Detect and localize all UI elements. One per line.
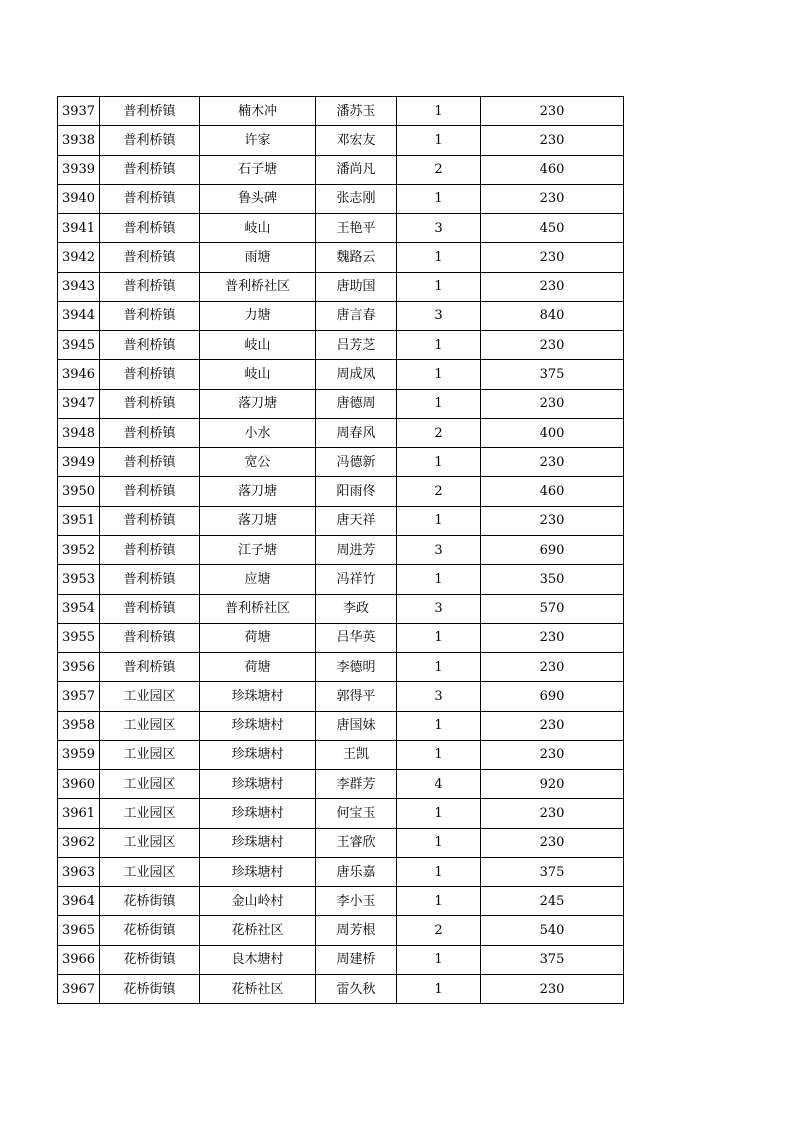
name-cell: 魏路云 (316, 243, 397, 272)
name-cell: 张志刚 (316, 184, 397, 213)
township-cell: 工业园区 (100, 799, 200, 828)
count-cell: 1 (397, 711, 481, 740)
village-cell: 珍珠塘村 (200, 682, 316, 711)
table-row (58, 184, 624, 213)
township-cell: 普利桥镇 (100, 97, 200, 126)
row-index-cell: 3941 (58, 214, 100, 243)
table-row (58, 945, 624, 974)
table-row (58, 535, 624, 564)
amount-cell: 245 (481, 887, 624, 916)
township-cell: 普利桥镇 (100, 331, 200, 360)
village-cell: 花桥社区 (200, 916, 316, 945)
table-row (58, 857, 624, 886)
township-cell: 工业园区 (100, 682, 200, 711)
village-cell: 应塘 (200, 565, 316, 594)
table-row (58, 770, 624, 799)
count-cell: 1 (397, 360, 481, 389)
township-cell: 工业园区 (100, 857, 200, 886)
row-index-cell: 3947 (58, 389, 100, 418)
village-cell: 鲁头碑 (200, 184, 316, 213)
amount-cell: 230 (481, 97, 624, 126)
village-cell: 珍珠塘村 (200, 857, 316, 886)
table-row (58, 682, 624, 711)
table-row (58, 916, 624, 945)
name-cell: 唐天祥 (316, 506, 397, 535)
township-cell: 花桥街镇 (100, 974, 200, 1003)
amount-cell: 350 (481, 565, 624, 594)
name-cell: 王睿欣 (316, 828, 397, 857)
count-cell: 1 (397, 945, 481, 974)
count-cell: 1 (397, 97, 481, 126)
count-cell: 1 (397, 974, 481, 1003)
table-row (58, 155, 624, 184)
count-cell: 3 (397, 682, 481, 711)
name-cell: 李德明 (316, 653, 397, 682)
village-cell: 珍珠塘村 (200, 828, 316, 857)
row-index-cell: 3959 (58, 740, 100, 769)
name-cell: 雷久秋 (316, 974, 397, 1003)
row-index-cell: 3949 (58, 448, 100, 477)
count-cell: 1 (397, 126, 481, 155)
township-cell: 普利桥镇 (100, 653, 200, 682)
name-cell: 吕芳芝 (316, 331, 397, 360)
row-index-cell: 3937 (58, 97, 100, 126)
table-row (58, 887, 624, 916)
count-cell: 1 (397, 887, 481, 916)
row-index-cell: 3939 (58, 155, 100, 184)
count-cell: 2 (397, 418, 481, 447)
township-cell: 普利桥镇 (100, 565, 200, 594)
township-cell: 花桥街镇 (100, 887, 200, 916)
row-index-cell: 3962 (58, 828, 100, 857)
name-cell: 周进芳 (316, 535, 397, 564)
row-index-cell: 3961 (58, 799, 100, 828)
row-index-cell: 3938 (58, 126, 100, 155)
amount-cell: 920 (481, 770, 624, 799)
amount-cell: 230 (481, 623, 624, 652)
table-row (58, 740, 624, 769)
name-cell: 何宝玉 (316, 799, 397, 828)
count-cell: 1 (397, 799, 481, 828)
township-cell: 普利桥镇 (100, 389, 200, 418)
table-row (58, 272, 624, 301)
amount-cell: 230 (481, 828, 624, 857)
township-cell: 花桥街镇 (100, 916, 200, 945)
row-index-cell: 3951 (58, 506, 100, 535)
table-row (58, 126, 624, 155)
name-cell: 潘尚凡 (316, 155, 397, 184)
amount-cell: 460 (481, 155, 624, 184)
row-index-cell: 3940 (58, 184, 100, 213)
name-cell: 王凯 (316, 740, 397, 769)
count-cell: 1 (397, 448, 481, 477)
township-cell: 普利桥镇 (100, 272, 200, 301)
amount-cell: 690 (481, 535, 624, 564)
village-cell: 雨塘 (200, 243, 316, 272)
count-cell: 1 (397, 389, 481, 418)
township-cell: 普利桥镇 (100, 155, 200, 184)
amount-cell: 450 (481, 214, 624, 243)
row-index-cell: 3945 (58, 331, 100, 360)
amount-cell: 570 (481, 594, 624, 623)
table-row (58, 974, 624, 1003)
count-cell: 1 (397, 272, 481, 301)
table-row (58, 214, 624, 243)
village-cell: 石子塘 (200, 155, 316, 184)
township-cell: 花桥街镇 (100, 945, 200, 974)
table-row (58, 243, 624, 272)
table-row (58, 360, 624, 389)
count-cell: 1 (397, 623, 481, 652)
name-cell: 邓宏友 (316, 126, 397, 155)
amount-cell: 230 (481, 740, 624, 769)
township-cell: 普利桥镇 (100, 594, 200, 623)
name-cell: 冯祥竹 (316, 565, 397, 594)
table-row (58, 594, 624, 623)
row-index-cell: 3967 (58, 974, 100, 1003)
name-cell: 潘苏玉 (316, 97, 397, 126)
amount-cell: 375 (481, 857, 624, 886)
village-cell: 岐山 (200, 214, 316, 243)
name-cell: 李小玉 (316, 887, 397, 916)
village-cell: 普利桥社区 (200, 594, 316, 623)
amount-cell: 230 (481, 506, 624, 535)
table-row (58, 477, 624, 506)
count-cell: 4 (397, 770, 481, 799)
township-cell: 普利桥镇 (100, 623, 200, 652)
amount-cell: 690 (481, 682, 624, 711)
village-cell: 良木塘村 (200, 945, 316, 974)
row-index-cell: 3955 (58, 623, 100, 652)
name-cell: 周春风 (316, 418, 397, 447)
count-cell: 2 (397, 477, 481, 506)
table-row (58, 506, 624, 535)
name-cell: 冯德新 (316, 448, 397, 477)
count-cell: 1 (397, 506, 481, 535)
row-index-cell: 3956 (58, 653, 100, 682)
name-cell: 郭得平 (316, 682, 397, 711)
village-cell: 荷塘 (200, 623, 316, 652)
amount-cell: 230 (481, 184, 624, 213)
count-cell: 2 (397, 155, 481, 184)
village-cell: 珍珠塘村 (200, 770, 316, 799)
count-cell: 3 (397, 594, 481, 623)
count-cell: 3 (397, 535, 481, 564)
name-cell: 王艳平 (316, 214, 397, 243)
amount-cell: 230 (481, 799, 624, 828)
township-cell: 工业园区 (100, 770, 200, 799)
amount-cell: 230 (481, 653, 624, 682)
township-cell: 普利桥镇 (100, 301, 200, 330)
township-cell: 普利桥镇 (100, 535, 200, 564)
data-table (57, 96, 624, 1004)
table-row (58, 799, 624, 828)
name-cell: 唐言春 (316, 301, 397, 330)
row-index-cell: 3943 (58, 272, 100, 301)
amount-cell: 230 (481, 974, 624, 1003)
row-index-cell: 3957 (58, 682, 100, 711)
village-cell: 珍珠塘村 (200, 799, 316, 828)
amount-cell: 540 (481, 916, 624, 945)
table-row (58, 418, 624, 447)
row-index-cell: 3944 (58, 301, 100, 330)
table-row (58, 389, 624, 418)
township-cell: 普利桥镇 (100, 184, 200, 213)
village-cell: 珍珠塘村 (200, 740, 316, 769)
village-cell: 岐山 (200, 331, 316, 360)
row-index-cell: 3948 (58, 418, 100, 447)
count-cell: 1 (397, 565, 481, 594)
village-cell: 江子塘 (200, 535, 316, 564)
amount-cell: 375 (481, 360, 624, 389)
village-cell: 落刀塘 (200, 477, 316, 506)
count-cell: 1 (397, 243, 481, 272)
row-index-cell: 3942 (58, 243, 100, 272)
count-cell: 1 (397, 828, 481, 857)
amount-cell: 230 (481, 272, 624, 301)
count-cell: 1 (397, 740, 481, 769)
township-cell: 普利桥镇 (100, 477, 200, 506)
name-cell: 周成凤 (316, 360, 397, 389)
amount-cell: 230 (481, 126, 624, 155)
township-cell: 普利桥镇 (100, 418, 200, 447)
village-cell: 力塘 (200, 301, 316, 330)
amount-cell: 230 (481, 243, 624, 272)
township-cell: 工业园区 (100, 828, 200, 857)
name-cell: 李群芳 (316, 770, 397, 799)
township-cell: 普利桥镇 (100, 243, 200, 272)
table-row (58, 565, 624, 594)
row-index-cell: 3958 (58, 711, 100, 740)
table-body (58, 97, 624, 1004)
amount-cell: 460 (481, 477, 624, 506)
township-cell: 普利桥镇 (100, 214, 200, 243)
table-row (58, 828, 624, 857)
village-cell: 花桥社区 (200, 974, 316, 1003)
name-cell: 周建桥 (316, 945, 397, 974)
township-cell: 工业园区 (100, 740, 200, 769)
row-index-cell: 3952 (58, 535, 100, 564)
row-index-cell: 3966 (58, 945, 100, 974)
name-cell: 唐国妹 (316, 711, 397, 740)
row-index-cell: 3953 (58, 565, 100, 594)
row-index-cell: 3946 (58, 360, 100, 389)
village-cell: 普利桥社区 (200, 272, 316, 301)
table-row (58, 623, 624, 652)
amount-cell: 400 (481, 418, 624, 447)
name-cell: 唐乐嘉 (316, 857, 397, 886)
table-row (58, 97, 624, 126)
name-cell: 阳雨佟 (316, 477, 397, 506)
village-cell: 小水 (200, 418, 316, 447)
amount-cell: 375 (481, 945, 624, 974)
village-cell: 荷塘 (200, 653, 316, 682)
table-row (58, 331, 624, 360)
township-cell: 普利桥镇 (100, 506, 200, 535)
count-cell: 1 (397, 857, 481, 886)
table-row (58, 448, 624, 477)
row-index-cell: 3964 (58, 887, 100, 916)
name-cell: 李政 (316, 594, 397, 623)
township-cell: 工业园区 (100, 711, 200, 740)
row-index-cell: 3954 (58, 594, 100, 623)
village-cell: 落刀塘 (200, 389, 316, 418)
name-cell: 唐德周 (316, 389, 397, 418)
count-cell: 2 (397, 916, 481, 945)
name-cell: 唐助国 (316, 272, 397, 301)
name-cell: 吕华英 (316, 623, 397, 652)
village-cell: 许家 (200, 126, 316, 155)
row-index-cell: 3965 (58, 916, 100, 945)
amount-cell: 230 (481, 389, 624, 418)
village-cell: 落刀塘 (200, 506, 316, 535)
village-cell: 珍珠塘村 (200, 711, 316, 740)
township-cell: 普利桥镇 (100, 448, 200, 477)
row-index-cell: 3963 (58, 857, 100, 886)
amount-cell: 230 (481, 448, 624, 477)
village-cell: 楠木冲 (200, 97, 316, 126)
village-cell: 金山岭村 (200, 887, 316, 916)
table-row (58, 301, 624, 330)
amount-cell: 230 (481, 331, 624, 360)
township-cell: 普利桥镇 (100, 126, 200, 155)
count-cell: 1 (397, 653, 481, 682)
name-cell: 周芳根 (316, 916, 397, 945)
village-cell: 岐山 (200, 360, 316, 389)
row-index-cell: 3950 (58, 477, 100, 506)
amount-cell: 840 (481, 301, 624, 330)
amount-cell: 230 (481, 711, 624, 740)
table-row (58, 653, 624, 682)
village-cell: 宽公 (200, 448, 316, 477)
count-cell: 1 (397, 331, 481, 360)
count-cell: 3 (397, 301, 481, 330)
count-cell: 1 (397, 184, 481, 213)
count-cell: 3 (397, 214, 481, 243)
table-row (58, 711, 624, 740)
row-index-cell: 3960 (58, 770, 100, 799)
township-cell: 普利桥镇 (100, 360, 200, 389)
